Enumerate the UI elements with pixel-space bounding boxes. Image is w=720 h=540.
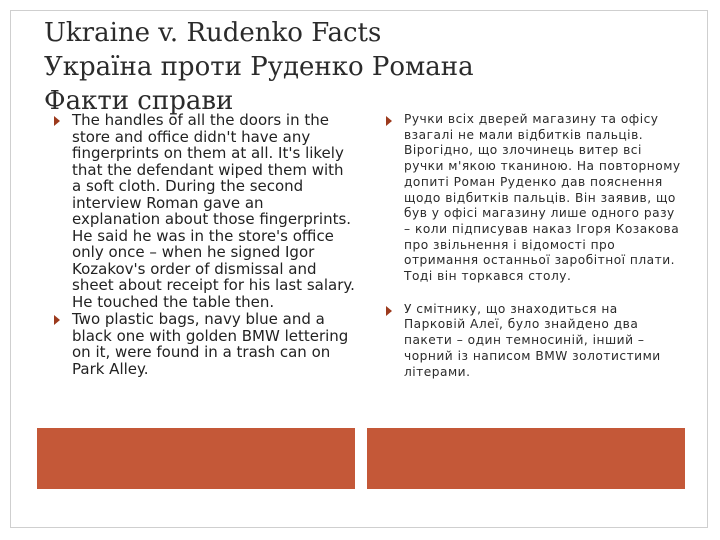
bullet-arrow-icon [386, 306, 392, 316]
bullet-arrow-icon [54, 315, 60, 325]
english-bullet-item [50, 112, 355, 310]
bullet-arrow-icon [54, 116, 60, 126]
slide-title [44, 16, 664, 118]
ukrainian-column [382, 112, 682, 380]
english-bullet-item [50, 311, 355, 377]
title-line-facts: Факти справи [44, 86, 234, 116]
english-fingerprints-text: The handles of all the doors in the store and office didn't have any fingerprints on them at all. It's likely that the defendant wiped them with a soft cloth. During the second interview Roman gave an explanation about those fingerprints. He said he was in the store's office only once – when he signed Igor Kozakov's order of dismissal and sheet about receipt for his last salary. He touched the table then. [72, 111, 355, 311]
english-bags-text: Two plastic bags, navy blue and a black one with golden BMW lettering on it, were found in a trash can on Park Alley. [72, 310, 349, 378]
title-line-ukrainian: Україна проти Руденко Романа [44, 52, 474, 82]
english-column [50, 112, 355, 377]
bullet-arrow-icon [386, 116, 392, 126]
ukrainian-bags-text: У смітнику, що знаходиться на Парковій Алеї, було знайдено два пакети – один темносиній, інший – чорний із написом BMW золотистими літерами. [404, 301, 661, 379]
title-line-english: Ukraine v. Rudenko Facts [44, 18, 382, 48]
right-accent-band [367, 428, 685, 489]
left-accent-band [37, 428, 355, 489]
ukrainian-bullet-item [382, 302, 682, 381]
ukrainian-bullet-item [382, 112, 682, 285]
ukrainian-fingerprints-text: Ручки всіх дверей магазину та офісу взагалі не мали відбитків пальців. Вірогідно, що злочинець витер всі ручки м'якою тканиною. На повторному допиті Роман Руденко дав пояснення щодо відбитків пальців. Він заявив, що був у офісі магазину лише одного разу – коли підписував наказ Ігоря Козакова про звільнення і відомості про отримання останньої заробітної плати. Тоді він торкався столу. [404, 112, 681, 284]
